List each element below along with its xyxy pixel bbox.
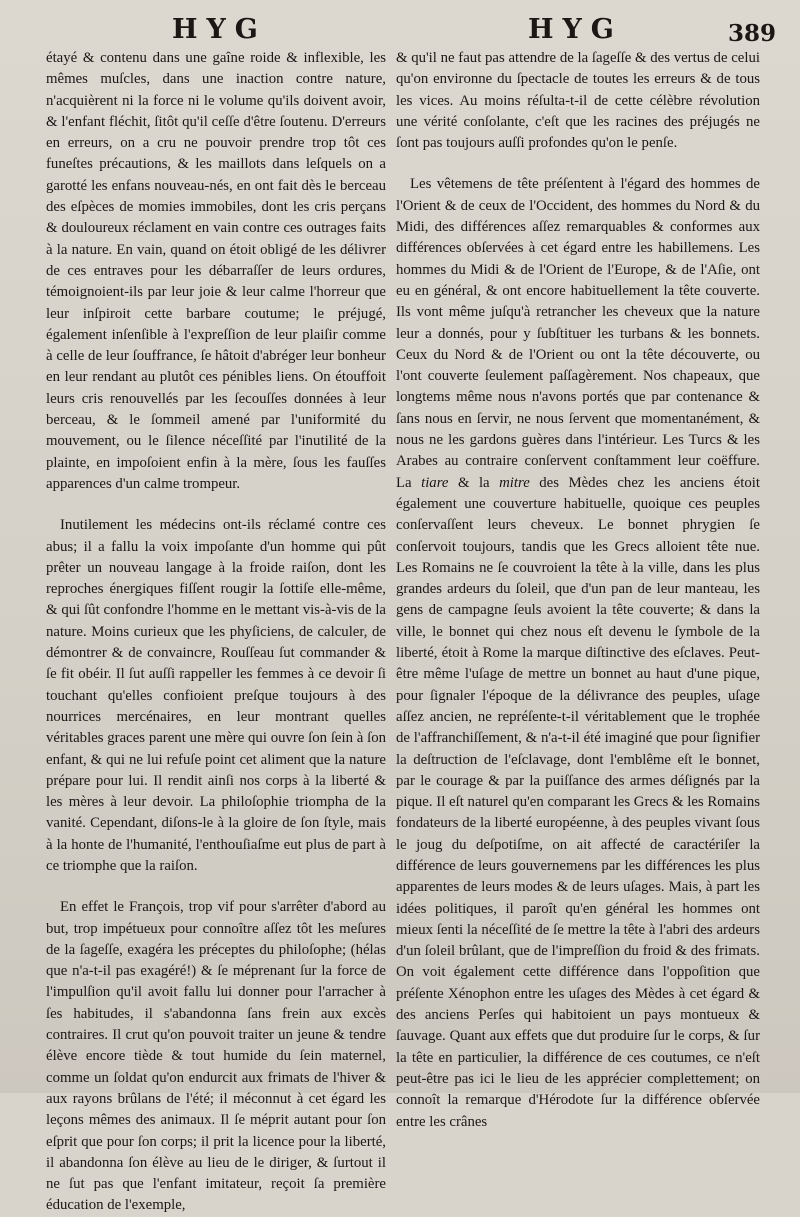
right-paragraph-2-part-a: Les vêtemens de tête préſentent à l'égard des hommes de l'Orient & de ceux de l'Occident, des hommes du Nord & du Midi, des différences aſſez remarquables & conformes aux différences obſervées à cet égard entre les habillemens. Les hommes du Midi & de l'Orient de l'Europe, & de l'Aſie, ont eu en général, & ont encore habituellement la tête couverte. Ils vont même juſqu'à retrancher les cheveux que la nature leur a donnés, pour y ſubſtituer les turbans & les bonnets. Ceux du Nord & de l'Orient ou ont la tête découverte, ou l'ont couverte ſeulement paſſagèrement. Nos chapeaux, que longtems même nous n'avons portés que par contenance & ſans nous en ſervir, ne nous ſervent que momentanément, & nous ne les gardons guères dans l'intérieur. Les Turcs & les Arabes au contraire conſervent conſtamment leur coëffure. La [396,176,760,491]
left-column [46,48,386,1217]
right-paragraph-2-part-b: & [457,474,470,491]
right-paragraph-1: & qu'il ne faut pas attendre de la ſageſſe & des vertus de celui qu'on environne du ſpectacle de toutes les erreurs & de tous les vices. Au moins réſulta-t-il de cette célèbre révolution une vérité conſolante, c'eſt que les racines des préjugés ne ſont pas toujours auſſi profondes qu'on le penſe. [396,50,760,152]
right-paragraph-2-part-d: des Mèdes chez les anciens étoit également une couverture habituelle, quoique ces peuples conſervaſſent leurs cheveux. Le bonnet phrygien ſe conſervoit toujours, tandis que les Grecs alloient tête nue. Les Romains ne ſe couvroient la tête à la ville, dans les plus grandes ardeurs du ſoleil, que d'un pan de leur manteau, les gens de campagne ſeuls avoient la tête couverte; & dans la ville, le bonnet qui chez nous eſt devenu le ſymbole de la liberté, étoit à Rome la marque diſtinctive des eſclaves. Peut-être même l'uſage de mettre un bonnet au haut d'une pique, pour ſignaler l'époque de la délivrance des peuples, uſage aſſez ancien, ne repréſente-t-il véritablement que le trophée de l'affranchiſſement, & n'a-t-il été imaginé que pour ſignifier la deſtruction de l'eſclavage, dont l'emblême eſt le bonnet, par le courage & par la puiſſance des armes déſignés par la pique. Il eſt naturel qu'en comparant les Grecs & les Romains fondateurs de la liberté européenne, à des peuples vivant ſous le joug du deſpotiſme, on ait affecté de caractériſer la différence de leurs gouvernemens par les différences les plus apparentes de leurs modes & de leurs uſages. Mais, à part les idées politiques, il paroît qu'en général les hommes ont mieux ſenti la néceſſité de ſe mettre la tête à l'abri des ardeurs d'un ſoleil brûlant, que de l'impreſſion du froid & des frimats. On voit également cette différence dans l'oppoſition que préſente Xénophon entre les uſages des Mèdes à cet égard & des anciens Perſes qui habitoient un pays montueux & ſauvage. Quant aux effets que dut produire ſur le corps, & ſur la tête en particulier, la différence de ces coutumes, ce n'eſt peut-être pas ici le lieu de les apprécier complettement; on connoît la remarque d'Hérodote ſur la différence obſervée entre les crânes [396,474,760,1130]
header-left-title: HYG [172,14,267,45]
running-header [0,6,800,46]
right-paragraph-2-part-c: la [478,474,490,491]
term-tiare: tiare [421,474,449,491]
left-paragraph-3: En effet le François, trop vif pour s'arrêter d'abord au but, trop impétueux pour connoître aſſez tôt les meſures de la ſageſſe, exagéra les préceptes du philoſophe; (hélas que n'a-t-il pas exagéré!) & ſe méprenant ſur la force de l'impulſion qu'il avoit fallu lui donner pour l'arracher à ſes habitudes, il s'abandonna ſans frein aux excès contraires. Il crut qu'on pouvoit traiter un jeune & tendre élève encore tiède & tout humide du ſein maternel, comme un ſoldat qu'on endurcit aux frimats de l'hiver & aux rayons brûlans de l'été; il méconnut à cet égard les leçons mêmes des animaux. Il ſe méprit autant pour ſon eſprit que pour ſon corps; il prit la licence pour la liberté, il abandonna ſon élève au lieu de le diriger, & ſurtout il ne ſut pas que l'enfant imitateur, reçoit ſa première éducation de l'exemple, [46,899,386,1214]
header-right-title: HYG [528,14,623,45]
left-paragraph-2: Inutilement les médecins ont-ils réclamé contre ces abus; il a fallu la voix impoſante d'un homme qui pût prêter un nouveau langage à la froide raiſon, dont les reproches énergiques fiſſent rougir la ſottiſe elle-même, & qui ſût confondre l'homme en le mettant vis-à-vis de la nature. Moins curieux que les phyſiciens, de calculer, de démontrer & de convaincre, Rouſſeau ſut commander & ſe fit obéir. Il ſut auſſi rappeller les femmes à ce devoir ſi touchant qu'elles confioient preſque toujours à des nourrices mercénaires, en leur montrant quelles véritables graces parent une mère qui ouvre ſon ſein à ſon enfant, & qui ne lui refuſe point cet aliment que la nature prépare pour lui. Il rendit ainſi nos corps à la liberté & les mères à leur devoir. La philoſophie triompha de la vanité. Cependant, diſons-le à la gloire de ſon ſtyle, mais à la honte de l'humanité, l'enthouſiaſme eut plus de part à ce triomphe que la raiſon. [46,517,386,874]
right-paragraph-2 [396,174,760,1132]
right-column [396,48,760,1133]
page-number: 389 [728,20,777,47]
left-paragraph-1: étayé & contenu dans une gaîne roide & inflexible, les mêmes muſcles, dans une inaction contre nature, n'acquièrent ni la force ni le volume qu'ils doivent avoir, & l'enfant fléchit, ſitôt qu'il ceſſe d'être ſoutenu. D'erreurs en erreurs, on a cru ne pouvoir prendre trop tôt ces funeſtes précautions, & les maillots dans leſquels on a garotté les enfans nouveau-nés, en ont fait dès le berceau des eſpèces de momies immobiles, dont les cris perçans & douloureux réclament en vain contre ces outrages faits à la nature. En vain, quand on étoit obligé de les délivrer de ces entraves pour les débarraſſer de leurs ordures, témoignoient-ils par leur joie & leur calme l'horreur que leur inſpiroit cette barbare coutume; le préjugé, également inſenſible à l'expreſſion de leur plaiſir comme à celle de leur ſouffrance, ſe hâtoit d'abréger leur bonheur en leur rendant au plutôt ces pénibles liens. On étouffoit leurs cris renouvellés par les ſecouſſes données à leur berceau, & le ſommeil amené par l'uniformité du mouvement, ou le ſilence néceſſité par l'inutilité de la plainte, en impoſoient enfin à la mère, ſous les fauſſes apparences d'un calme trompeur. [46,50,386,492]
term-mitre: mitre [499,474,530,491]
